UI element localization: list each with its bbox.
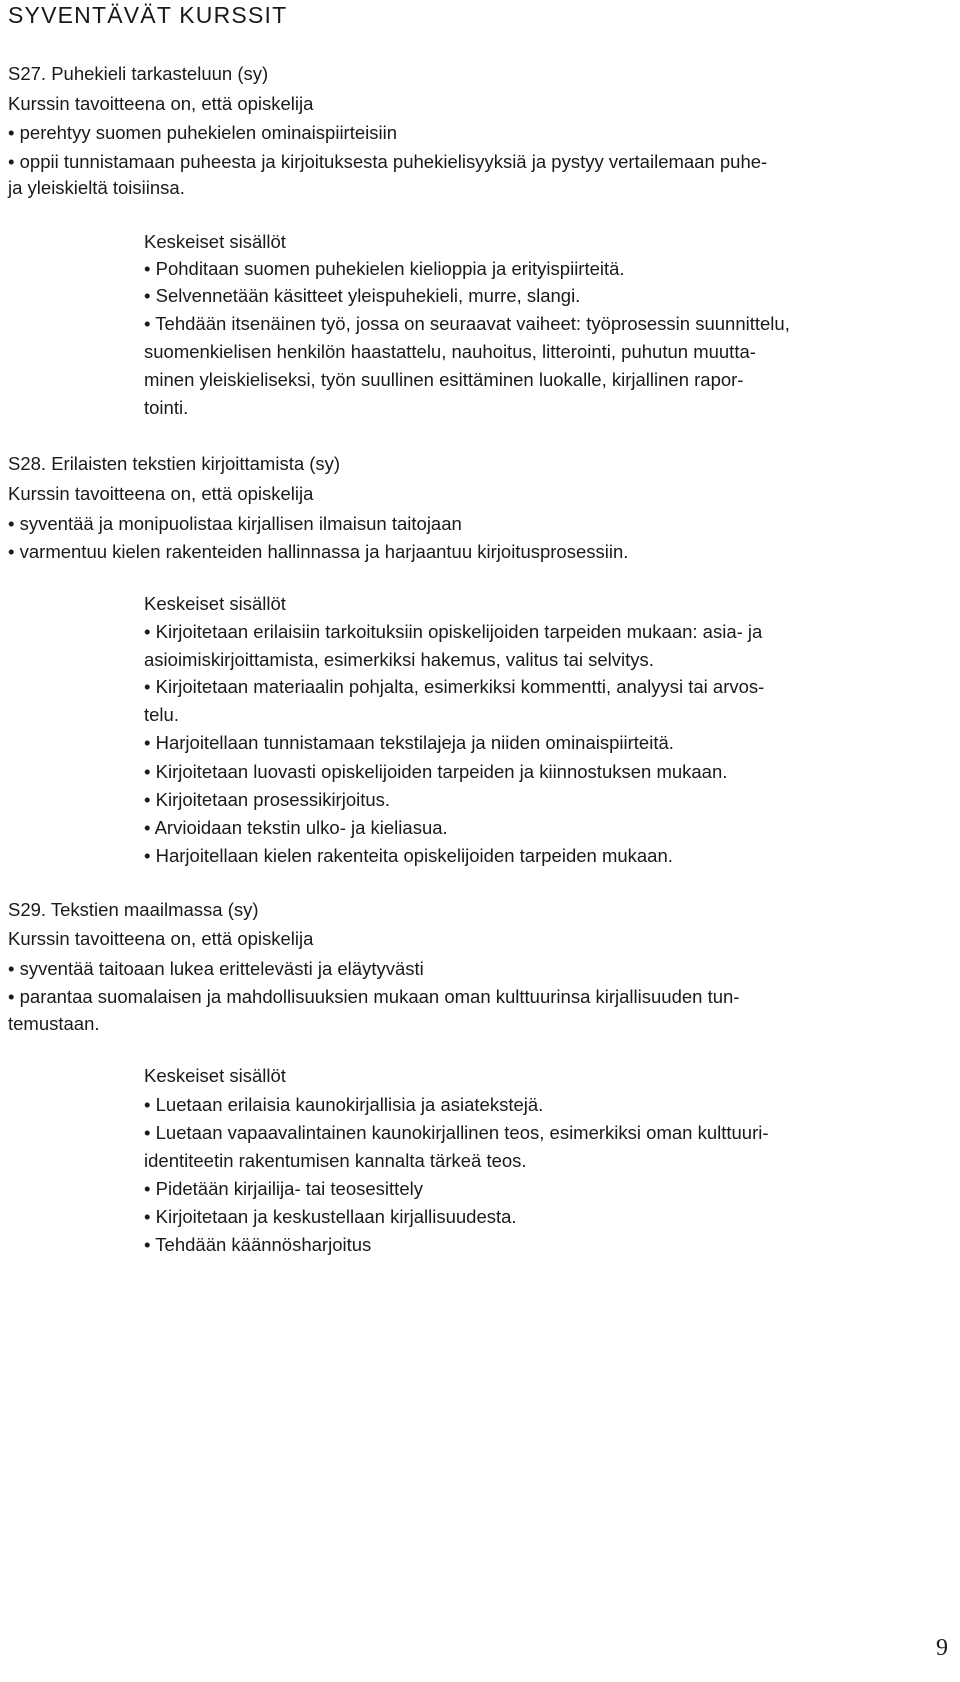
content-heading: Keskeiset sisällöt <box>144 593 286 614</box>
content-line: • Kirjoitetaan luovasti opiskelijoiden tarpeiden ja kiinnostuksen mukaan. <box>144 761 728 782</box>
content-line: asioimiskirjoittamista, esimerkiksi hakemus, valitus tai selvitys. <box>144 649 654 670</box>
content-line: • Kirjoitetaan ja keskustellaan kirjallisuudesta. <box>144 1206 517 1227</box>
content-line: • Harjoitellaan tunnistamaan tekstilajeja ja niiden ominaispiirteitä. <box>144 732 674 753</box>
content-line: • Pidetään kirjailija- tai teosesittely <box>144 1178 423 1199</box>
course-title: S28. Erilaisten tekstien kirjoittamista (sy) <box>8 453 341 474</box>
course-goal-intro: Kurssin tavoitteena on, että opiskelija <box>8 483 314 504</box>
course-goal-line: ja yleiskieltä toisiinsa. <box>8 177 185 198</box>
course-goal-line: temustaan. <box>8 1013 100 1034</box>
content-line: • Kirjoitetaan erilaisiin tarkoituksiin opiskelijoiden tarpeiden mukaan: asia- ja <box>144 621 763 642</box>
content-line: suomenkielisen henkilön haastattelu, nauhoitus, litterointi, puhutun muutta- <box>144 341 756 362</box>
content-line: • Harjoitellaan kielen rakenteita opiskelijoiden tarpeiden mukaan. <box>144 845 673 866</box>
content-line: • Tehdään itsenäinen työ, jossa on seuraavat vaiheet: työprosessin suunnittelu, <box>144 313 790 334</box>
course-goal-line: • oppii tunnistamaan puheesta ja kirjoituksesta puhekielisyyksiä ja pystyy vertailemaan puhe- <box>8 151 768 172</box>
course-goal-line: • syventää ja monipuolistaa kirjallisen ilmaisun taitojaan <box>8 513 462 534</box>
content-heading: Keskeiset sisällöt <box>144 1065 286 1086</box>
content-line: • Kirjoitetaan prosessikirjoitus. <box>144 789 391 810</box>
content-line: • Arvioidaan tekstin ulko- ja kieliasua. <box>144 817 448 838</box>
content-line: minen yleiskieliseksi, työn suullinen esittäminen luokalle, kirjallinen rapor- <box>144 369 744 390</box>
content-line: telu. <box>144 704 179 725</box>
course-goal-line: • syventää taitoaan lukea erittelevästi ja eläytyvästi <box>8 958 424 979</box>
content-heading: Keskeiset sisällöt <box>144 231 286 252</box>
page-number: 9 <box>936 1635 948 1661</box>
content-line: identiteetin rakentumisen kannalta tärkeä teos. <box>144 1150 527 1171</box>
content-line: • Kirjoitetaan materiaalin pohjalta, esimerkiksi kommentti, analyysi tai arvos- <box>144 676 765 697</box>
content-line: tointi. <box>144 397 189 418</box>
content-line: • Tehdään käännösharjoitus <box>144 1234 372 1255</box>
content-line: • Selvennetään käsitteet yleispuhekieli, murre, slangi. <box>144 285 581 306</box>
content-line: • Luetaan vapaavalintainen kaunokirjallinen teos, esimerkiksi oman kulttuuri- <box>144 1122 769 1143</box>
page-heading: SYVENTÄVÄT KURSSIT <box>8 2 288 28</box>
course-goal-line: • parantaa suomalaisen ja mahdollisuuksien mukaan oman kulttuurinsa kirjallisuuden tun- <box>8 986 740 1007</box>
course-goal-intro: Kurssin tavoitteena on, että opiskelija <box>8 928 314 949</box>
course-goal-intro: Kurssin tavoitteena on, että opiskelija <box>8 93 314 114</box>
content-line: • Luetaan erilaisia kaunokirjallisia ja asiatekstejä. <box>144 1094 544 1115</box>
course-title: S27. Puhekieli tarkasteluun (sy) <box>8 63 269 84</box>
course-goal-line: • varmentuu kielen rakenteiden hallinnassa ja harjaantuu kirjoitusprosessiin. <box>8 541 629 562</box>
course-goal-line: • perehtyy suomen puhekielen ominaispiirteisiin <box>8 122 398 143</box>
content-line: • Pohditaan suomen puhekielen kielioppia ja erityispiirteitä. <box>144 258 625 279</box>
course-title: S29. Tekstien maailmassa (sy) <box>8 899 259 920</box>
